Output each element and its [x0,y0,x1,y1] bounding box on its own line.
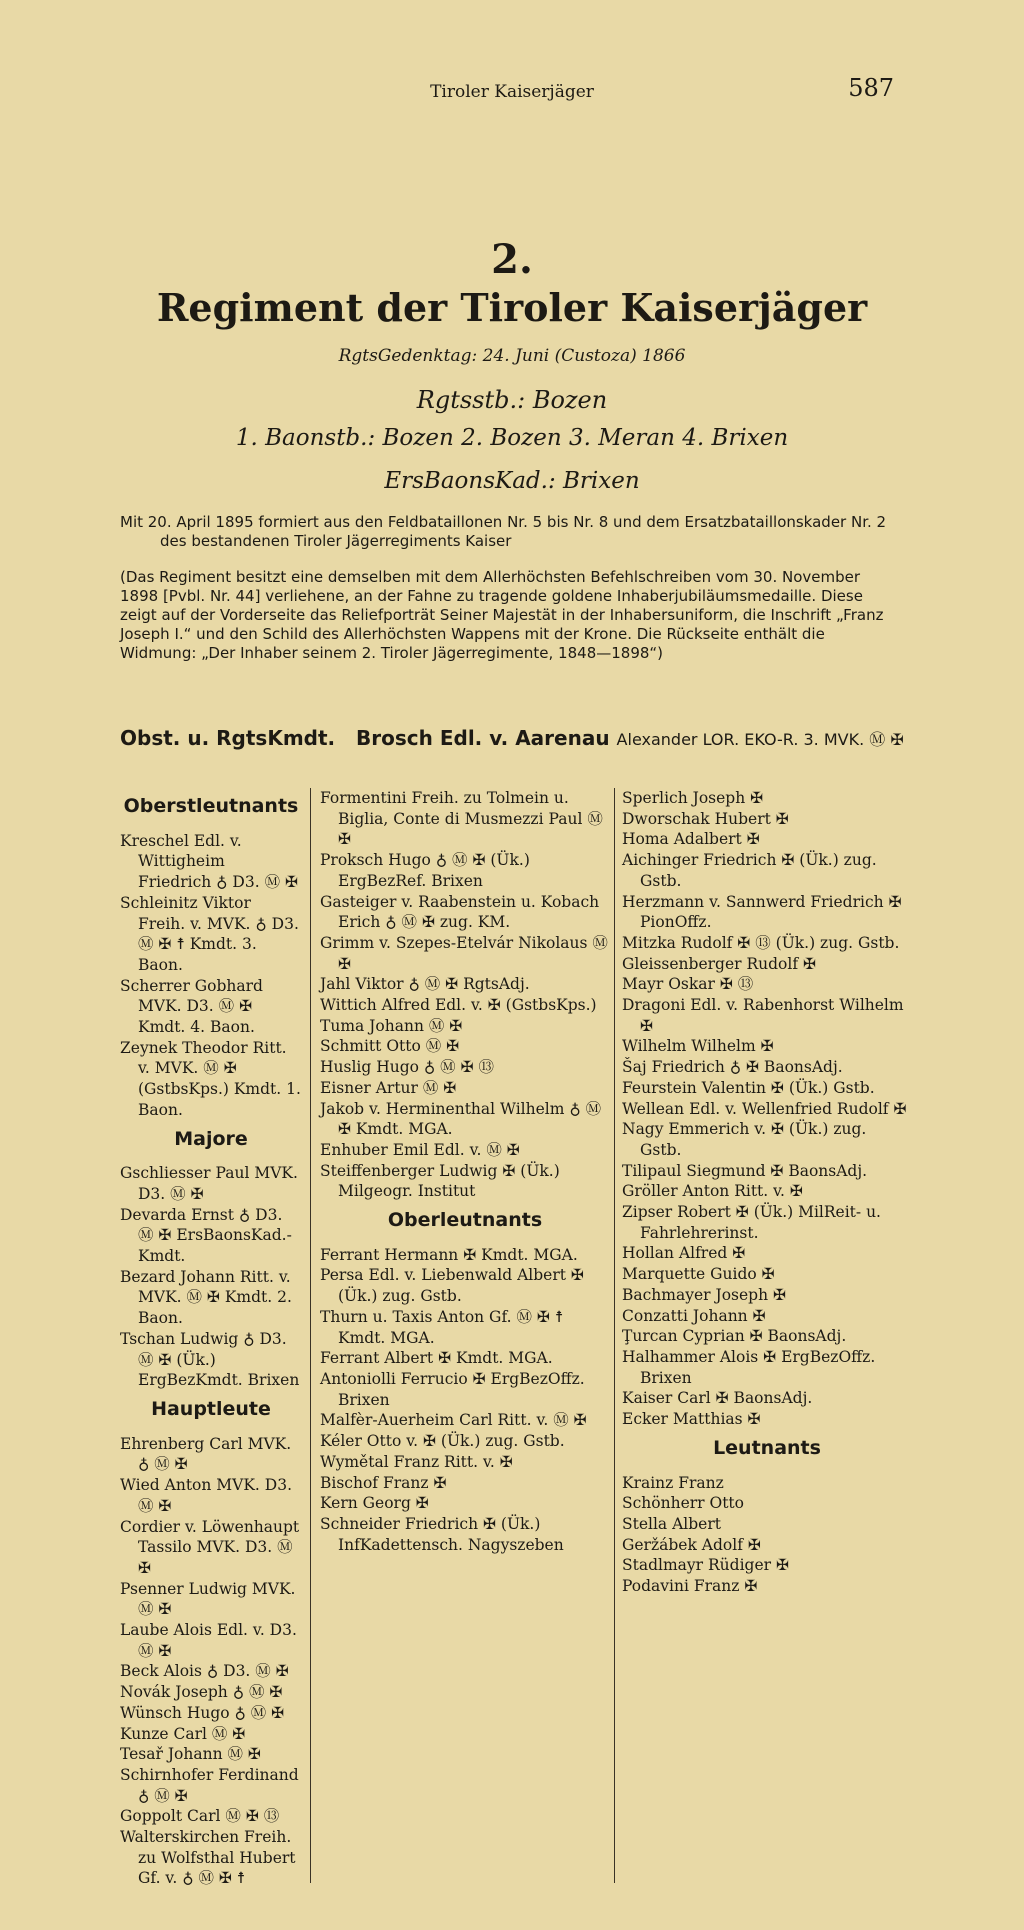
officer-entry: Tuma Johann Ⓜ ✠ [320,1016,463,1035]
officer-entry: Schirnhofer Ferdinand ♁ Ⓜ ✠ [120,1765,299,1805]
officer-entry: Formentini Freih. zu Tolmein u. Biglia, Conte di Musmezzi Paul Ⓜ ✠ [320,789,603,849]
running-title: Tiroler Kaiserjäger [430,82,594,102]
officer-entry: Gschliesser Paul MVK. D3. Ⓜ ✠ [120,1164,298,1203]
column-2 [320,788,610,1555]
officer-entry: Jakob v. Herminenthal Wilhelm ♁ Ⓜ ✠ Kmdt. MGA. [320,1099,602,1139]
officer-entry: Wied Anton MVK. D3. Ⓜ ✠ [120,1476,292,1515]
officer-entry: Wittich Alfred Edl. v. ✠ (GstbsKps.) [320,996,597,1015]
officer-entry: Grimm v. Szepes-Etelvár Nikolaus Ⓜ ✠ [320,933,608,973]
officer-entry: Schönherr Otto [622,1494,744,1513]
officer-entry: Kreschel Edl. v. Wittigheim Friedrich ♁ D3. Ⓜ ✠ [120,831,298,892]
officer-entry: Stella Albert [622,1514,721,1533]
officer-entry: Wilhelm Wilhelm ✠ [622,1037,774,1056]
section-heading: Leutnants [713,1436,821,1459]
medal-note: (Das Regiment besitzt eine demselben mit dem Allerhöchsten Befehlschreiben vom 30. November 1898 [Pvbl. Nr. 44] verliehene, an der Fahne zu tragende goldene Inhaberjubiläumsmedaille. Diese zeigt auf der Vorderseite das Reliefporträt Seiner Majestät in der Inhabersuniform, die Inschrift „Franz Joseph I.“ und den Schild des Allerhöchsten Wappens mit der Krone. Die Rückseite enthält die Widmung: „Der Inhaber seinem 2. Tiroler Jägerregimente, 1848—1898“) [120,568,884,662]
officer-entry: Antoniolli Ferrucio ✠ ErgBezOffz. Brixen [320,1369,585,1409]
officer-entry: Marquette Guido ✠ [622,1265,775,1284]
officer-entry: Feurstein Valentin ✠ (Ük.) Gstb. [622,1078,875,1097]
officer-entry: Cordier v. Löwenhaupt Tassilo MVK. D3. Ⓜ ✠ [120,1517,300,1577]
officer-entry: Mitzka Rudolf ✠ ⑬ (Ük.) zug. Gstb. [622,933,900,952]
officer-entry: Kern Georg ✠ [320,1494,429,1513]
officer-entry: Ferrant Albert ✠ Kmdt. MGA. [320,1349,553,1368]
officer-entry: Podavini Franz ✠ [622,1577,758,1596]
officer-entry: Wymětal Franz Ritt. v. ✠ [320,1452,513,1471]
regiment-number: 2. [491,236,533,283]
officer-entry: Dragoni Edl. v. Rabenhorst Wilhelm ✠ [622,996,904,1035]
officer-entry: Steiffenberger Ludwig ✠ (Ük.) Milgeogr. Institut [320,1161,560,1201]
officer-entry: Gröller Anton Ritt. v. ✠ [622,1182,803,1201]
officer-entry: Eisner Artur Ⓜ ✠ [320,1078,457,1097]
section-heading: Hauptleute [151,1397,271,1420]
officer-entry: Jahl Viktor ♁ Ⓜ ✠ RgtsAdj. [320,975,530,994]
officer-entry: Laube Alois Edl. v. D3. Ⓜ ✠ [120,1621,297,1660]
section-heading: Majore [174,1127,248,1150]
officer-entry: Bischof Franz ✠ [320,1473,447,1492]
rgtsstb-line: Rgtsstb.: Bozen [416,386,608,414]
officer-entry: Ehrenberg Carl MVK. ♁ Ⓜ ✠ [120,1434,292,1474]
officer-entry: Gleissenberger Rudolf ✠ [622,954,816,973]
officer-entry: Stadlmayr Rüdiger ✠ [622,1556,789,1575]
officer-entry: Wellean Edl. v. Wellenfried Rudolf ✠ [622,1099,907,1118]
officer-entry: Sperlich Joseph ✠ [622,789,764,807]
officer-entry: Huslig Hugo ♁ Ⓜ ✠ ⑬ [320,1058,494,1077]
officer-entry: Schneider Friedrich ✠ (Ük.) InfKadettensch. Nagyszeben [320,1514,564,1554]
officer-entry: Zipser Robert ✠ (Ük.) MilReit- u. Fahrlehrerinst. [622,1203,881,1242]
officer-entry: Aichinger Friedrich ✠ (Ük.) zug. Gstb. [622,851,877,890]
section-heading: Oberleutnants [387,1209,543,1232]
officer-entry: Šaj Friedrich ♁ ✠ BaonsAdj. [622,1058,843,1077]
column-1 [120,788,302,1889]
officer-entry: Beck Alois ♁ D3. Ⓜ ✠ [120,1662,289,1681]
page-number: 587 [848,74,894,102]
officer-entry: Walterskirchen Freih. zu Wolfsthal Hubert Gf. v. ♁ Ⓜ ✠ ☨ [120,1828,296,1888]
officer-entry: Tschan Ludwig ♁ D3. Ⓜ ✠ (Ük.) ErgBezKmdt. Brixen [120,1329,300,1390]
officer-entry: Gasteiger v. Raabenstein u. Kobach Erich ♁ Ⓜ ✠ zug. KM. [320,892,600,932]
officer-entry: Homa Adalbert ✠ [622,830,760,849]
officer-entry: Persa Edl. v. Liebenwald Albert ✠ (Ük.) zug. Gstb. [320,1266,584,1306]
officer-entry: Dworschak Hubert ✠ [622,809,789,828]
officer-entry: Tilipaul Siegmund ✠ BaonsAdj. [622,1161,868,1180]
officer-entry: Schmitt Otto Ⓜ ✠ [320,1037,460,1056]
column-3 [622,788,912,1597]
officer-entry: Halhammer Alois ✠ ErgBezOffz. Brixen [622,1347,876,1387]
officer-entry: Kaiser Carl ✠ BaonsAdj. [622,1389,813,1408]
officer-entry: Tesař Johann Ⓜ ✠ [120,1745,261,1764]
officer-entry: Hollan Alfred ✠ [622,1244,746,1263]
officer-entry: Schleinitz Viktor Freih. v. MVK. ♁ D3. Ⓜ ✠ ☨ Kmdt. 3. Baon. [120,893,299,974]
regiment-title: Regiment der Tiroler Kaiserjäger [156,285,868,330]
battalions-line: 1. Baonstb.: Bozen 2. Bozen 3. Meran 4. Brixen [235,425,789,451]
ersatz-line: ErsBaonsKad.: Brixen [384,468,640,494]
officer-entry: Krainz Franz [622,1473,724,1492]
officer-entry: Enhuber Emil Edl. v. Ⓜ ✠ [320,1140,520,1159]
officer-entry: Novák Joseph ♁ Ⓜ ✠ [120,1683,283,1702]
officer-entry: Wünsch Hugo ♁ Ⓜ ✠ [120,1703,285,1722]
officer-entry: Proksch Hugo ♁ Ⓜ ✠ (Ük.) ErgBezRef. Brixen [320,851,530,890]
column-divider-1 [310,788,311,1883]
officer-entry: Mayr Oskar ✠ ⑬ [622,975,754,994]
formation-text: Mit 20. April 1895 formiert aus den Feldbataillonen Nr. 5 bis Nr. 8 und dem Ersatzbataillonskader Nr. 2 des bestandenen Tiroler Jägerregiments Kaiser [120,513,887,550]
commander-label: Obst. u. RgtsKmdt. [120,726,336,750]
officer-entry: Goppolt Carl Ⓜ ✠ ⑬ [120,1807,280,1826]
officer-entry: Devarda Ernst ♁ D3. Ⓜ ✠ ErsBaonsKad.-Kmdt. [120,1205,292,1266]
officer-entry: Thurn u. Taxis Anton Gf. Ⓜ ✠ ☨ Kmdt. MGA. [320,1307,564,1347]
officer-entry: Conzatti Johann ✠ [622,1306,766,1325]
officer-entry: Psenner Ludwig MVK. Ⓜ ✠ [120,1579,296,1619]
officer-entry: Geržábek Adolf ✠ [622,1535,761,1554]
commander-details: Alexander LOR. EKO-R. 3. MVK. Ⓜ ✠ [616,730,904,749]
officer-entry: Kéler Otto v. ✠ (Ük.) zug. Gstb. [320,1432,565,1451]
commander-name: Brosch Edl. v. Aarenau [356,726,610,750]
officer-entry: Malfèr-Auerheim Carl Ritt. v. Ⓜ ✠ [320,1411,587,1430]
officer-entry: Herzmann v. Sannwerd Friedrich ✠ PionOffz. [622,892,902,932]
officer-entry: Ţurcan Cyprian ✠ BaonsAdj. [622,1327,847,1346]
officer-entry: Kunze Carl Ⓜ ✠ [120,1724,246,1743]
commander-line [120,726,904,750]
officer-entry: Ecker Matthias ✠ [622,1410,761,1429]
officer-entry: Bachmayer Joseph ✠ [622,1285,786,1304]
officer-entry: Bezard Johann Ritt. v. MVK. Ⓜ ✠ Kmdt. 2. Baon. [120,1267,292,1328]
column-divider-2 [614,788,615,1883]
officer-entry: Nagy Emmerich v. ✠ (Ük.) zug. Gstb. [622,1120,867,1159]
officer-entry: Zeynek Theodor Ritt. v. MVK. Ⓜ ✠ (GstbsKps.) Kmdt. 1. Baon. [120,1038,301,1119]
gedenktag-line: RgtsGedenktag: 24. Juni (Custoza) 1866 [338,346,686,366]
section-heading: Oberstleutnants [123,795,299,817]
history-block [120,513,900,663]
officer-entry: Ferrant Hermann ✠ Kmdt. MGA. [320,1245,578,1264]
officer-entry: Scherrer Gobhard MVK. D3. Ⓜ ✠ Kmdt. 4. Baon. [120,976,263,1037]
